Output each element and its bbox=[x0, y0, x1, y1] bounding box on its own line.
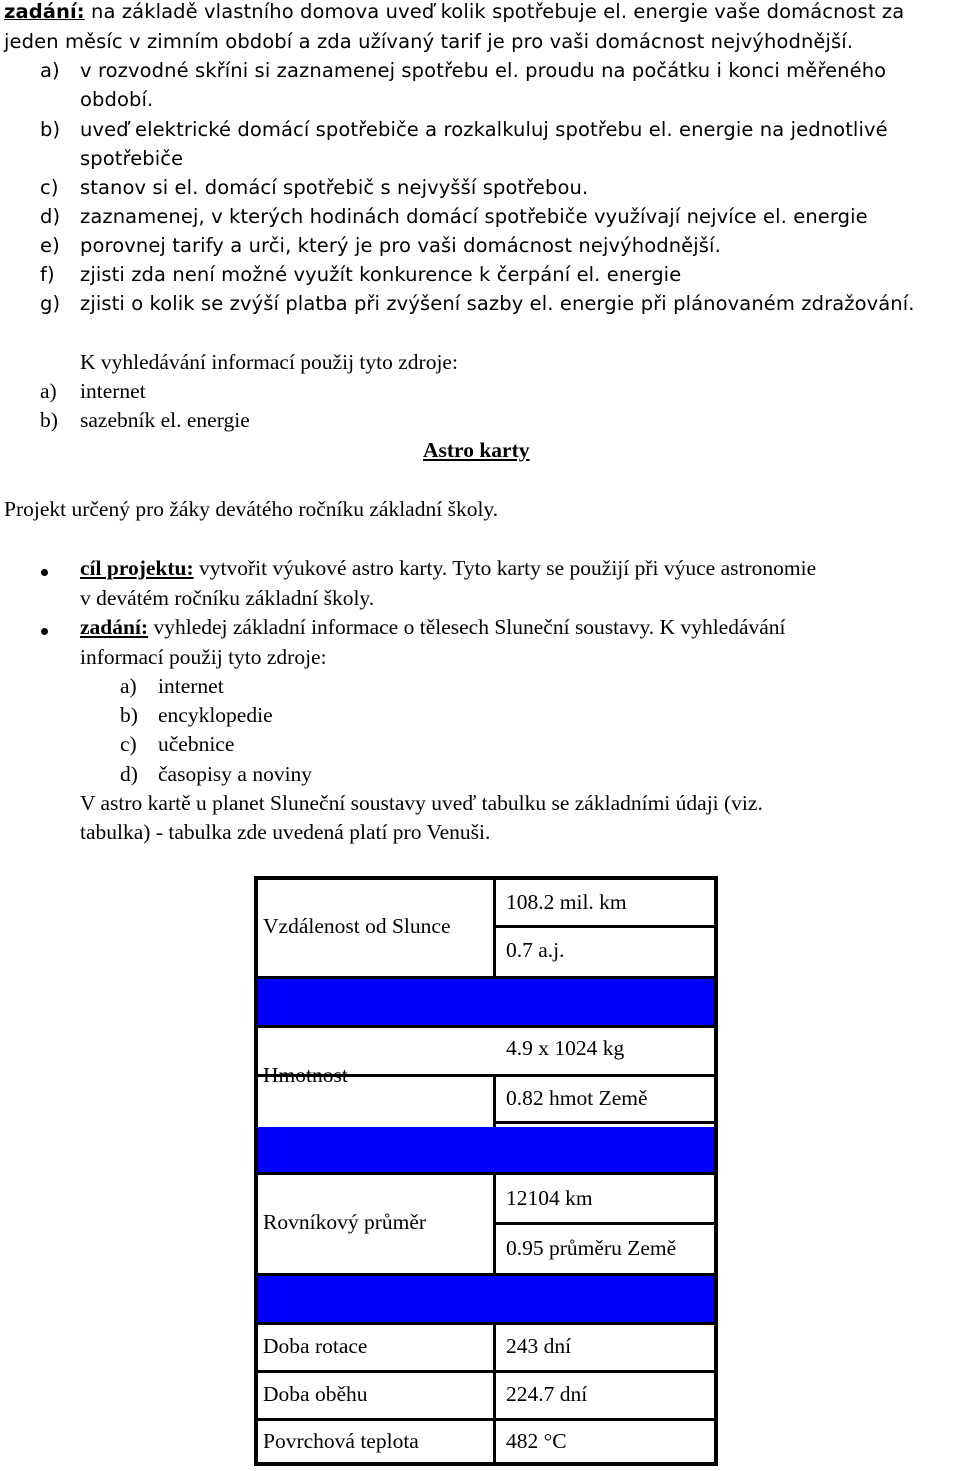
task-text-cont: spotřebiče bbox=[80, 147, 184, 170]
task-text: v rozvodné skříni si zaznamenej spotřebu el. proudu na počátku i konci měřeného bbox=[80, 59, 887, 82]
source-marker: c) bbox=[120, 732, 137, 756]
temperature-label: Povrchová teplota bbox=[263, 1429, 419, 1453]
source-marker: a) bbox=[40, 379, 57, 403]
task-text: porovnej tarify a urči, který je pro vaši domácnost nejvýhodnější. bbox=[80, 234, 721, 257]
source-item: časopisy a noviny bbox=[158, 762, 313, 786]
source-item: encyklopedie bbox=[158, 703, 273, 727]
diameter-value-earth: 0.95 průměru Země bbox=[506, 1236, 677, 1260]
source-item: internet bbox=[158, 674, 224, 698]
mass-value-earth: 0.82 hmot Země bbox=[506, 1086, 648, 1110]
sources-intro: K vyhledávání informací použij tyto zdroje: bbox=[80, 350, 458, 374]
task-marker: a) bbox=[40, 59, 60, 82]
task-text: uveď elektrické domácí spotřebiče a rozkalkuluj spotřebu el. energie na jednotlivé bbox=[80, 118, 888, 141]
goal-label: cíl projektu: bbox=[80, 556, 194, 580]
assignment2-label: zadání: bbox=[80, 615, 149, 639]
table-note-cont: tabulka) - tabulka zde uvedená platí pro Venuši. bbox=[80, 820, 491, 844]
distance-value-km: 108.2 mil. km bbox=[506, 890, 627, 914]
task-marker: b) bbox=[40, 118, 61, 141]
rotation-value: 243 dní bbox=[506, 1334, 572, 1358]
mass-label: Hmotnost bbox=[263, 1063, 348, 1087]
task-marker: e) bbox=[40, 234, 60, 257]
blue-separator bbox=[258, 1127, 714, 1172]
distance-value-au: 0.7 a.j. bbox=[506, 938, 565, 962]
assignment-line bbox=[4, 0, 904, 23]
bullet-icon bbox=[41, 628, 48, 635]
goal-line bbox=[80, 556, 816, 582]
bullet-icon bbox=[41, 569, 48, 576]
assignment2-text: vyhledej základní informace o tělesech Sluneční soustavy. K vyhledávání bbox=[153, 615, 786, 639]
source-item: internet bbox=[80, 379, 146, 403]
blue-separator bbox=[258, 1276, 714, 1322]
goal-text: vytvořit výukové astro karty. Tyto karty se použijí při výuce astronomie bbox=[199, 556, 817, 580]
task-marker: d) bbox=[40, 205, 61, 228]
task-marker: f) bbox=[40, 263, 55, 286]
section-title: Astro karty bbox=[423, 438, 530, 462]
project-intro: Projekt určený pro žáky devátého ročníku základní školy. bbox=[4, 497, 499, 521]
assignment-text: na základě vlastního domova uveď kolik spotřebuje el. energie vaše domácnost za bbox=[91, 0, 905, 23]
task-text-cont: období. bbox=[80, 88, 154, 111]
assignment-label: zadání: bbox=[4, 0, 85, 23]
table-note: V astro kartě u planet Sluneční soustavy uveď tabulku se základními údaji (viz. bbox=[80, 791, 763, 815]
task-marker: g) bbox=[40, 292, 61, 315]
assignment2-line bbox=[80, 615, 786, 641]
diameter-value-km: 12104 km bbox=[506, 1186, 593, 1210]
source-marker: a) bbox=[120, 674, 137, 698]
orbit-label: Doba oběhu bbox=[263, 1382, 368, 1406]
source-marker: d) bbox=[120, 762, 138, 786]
mass-value-kg: 4.9 x 1024 kg bbox=[506, 1036, 625, 1060]
venus-table bbox=[254, 876, 718, 1466]
task-text: zjisti zda není možné využít konkurence k čerpání el. energie bbox=[80, 263, 682, 286]
source-item: sazebník el. energie bbox=[80, 408, 250, 432]
blue-separator bbox=[258, 979, 714, 1025]
task-text: zjisti o kolik se zvýší platba při zvýšení sazby el. energie při plánovaném zdražování. bbox=[80, 292, 915, 315]
distance-label: Vzdálenost od Slunce bbox=[263, 914, 451, 938]
source-marker: b) bbox=[40, 408, 58, 432]
temperature-value: 482 °C bbox=[506, 1429, 567, 1453]
goal-continuation: v devátém ročníku základní školy. bbox=[80, 586, 375, 610]
task-text: zaznamenej, v kterých hodinách domácí spotřebiče využívají nejvíce el. energie bbox=[80, 205, 868, 228]
task-marker: c) bbox=[40, 176, 59, 199]
assignment-continuation: jeden měsíc v zimním období a zda užívaný tarif je pro vaši domácnost nejvýhodnější. bbox=[4, 30, 854, 53]
rotation-label: Doba rotace bbox=[263, 1334, 368, 1358]
assignment2-continuation: informací použij tyto zdroje: bbox=[80, 645, 327, 669]
task-text: stanov si el. domácí spotřebič s nejvyšší spotřebou. bbox=[80, 176, 589, 199]
source-marker: b) bbox=[120, 703, 138, 727]
source-item: učebnice bbox=[158, 732, 235, 756]
orbit-value: 224.7 dní bbox=[506, 1382, 588, 1406]
diameter-label: Rovníkový průměr bbox=[263, 1210, 427, 1234]
